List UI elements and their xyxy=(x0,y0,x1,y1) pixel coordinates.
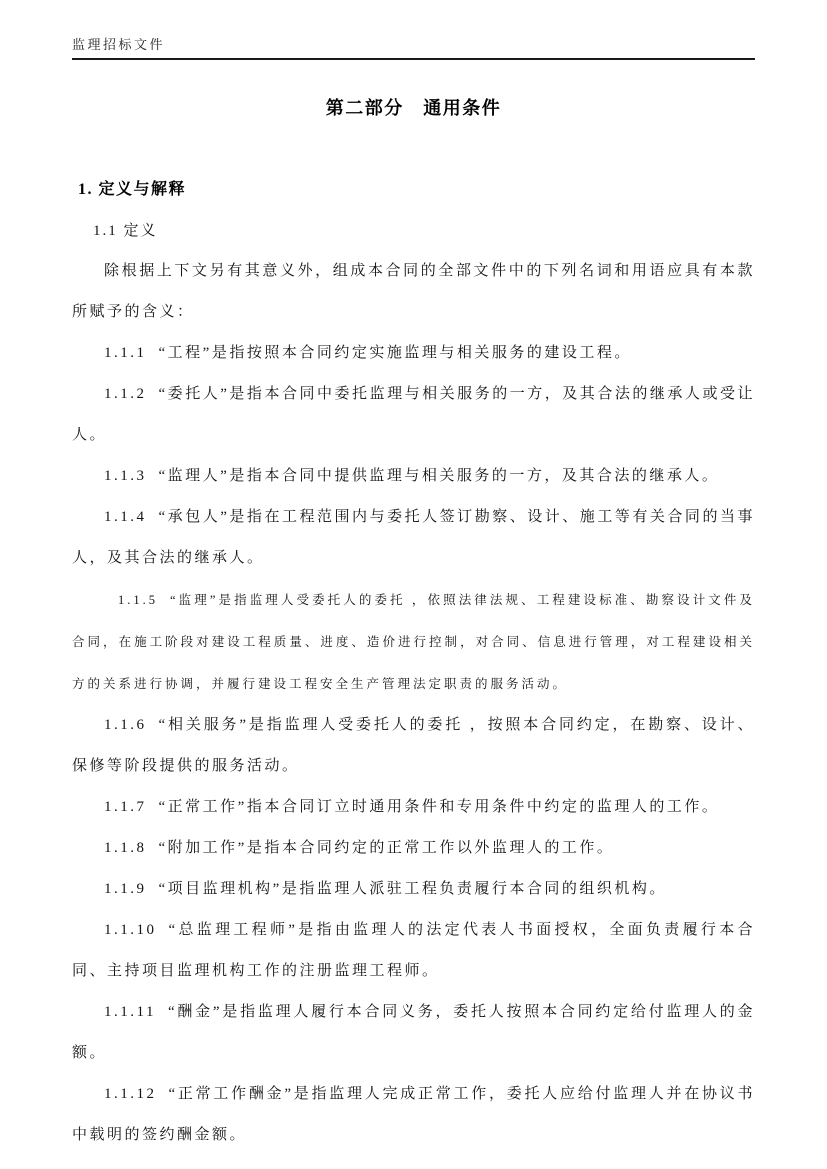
clause-text: “正常工作”指本合同订立时通用条件和专用条件中约定的监理人的工作。 xyxy=(158,799,720,815)
clause-text: “委托人”是指本合同中委托监理与相关服务的一方，及其合法的继承人或受让人。 xyxy=(72,386,755,443)
clause-text: “总监理工程师”是指由监理人的法定代表人书面授权，全面负责履行本合同、主持项目监理机构工作的注册监理工程师。 xyxy=(72,922,755,979)
clause-number: 1.1.7 xyxy=(104,799,147,815)
clause-paragraph-1-1-3 xyxy=(72,456,755,497)
clause-number: 1.1.4 xyxy=(104,509,147,525)
intro-paragraph: 除根据上下文另有其意义外，组成本合同的全部文件中的下列名词和用语应具有本款所赋予的含义： xyxy=(72,263,755,320)
clause-number: 1.1.8 xyxy=(104,840,147,856)
clause-number: 1.1.1 xyxy=(104,345,147,361)
clause-number: 1.1.5 xyxy=(118,593,158,607)
clause-number: 1.1.11 xyxy=(104,1004,156,1020)
clause-paragraph-1-1-10 xyxy=(72,910,755,992)
clause-text: “附加工作”是指本合同约定的正常工作以外监理人的工作。 xyxy=(158,840,615,856)
clause-number: 1.1.9 xyxy=(104,881,147,897)
clause-text: “监理”是指监理人受委托人的委托 ，依照法律法规、工程建设标准、勘察设计文件及合同，在施工阶段对建设工程质量、进度、造价进行控制，对合同、信息进行管理，对工程建设相关方的关系进行协调，并履行建设工程安全生产管理法定职责的服务活动。 xyxy=(72,593,755,691)
clause-paragraph-1-1-9 xyxy=(72,869,755,910)
clause-number: 1.1.12 xyxy=(104,1086,157,1102)
clause-number: 1.1.6 xyxy=(104,717,147,733)
clause-text: “承包人”是指在工程范围内与委托人签订勘察、设计、施工等有关合同的当事人，及其合法的继承人。 xyxy=(72,509,755,566)
clause-number: 1.1.3 xyxy=(104,468,147,484)
clause-number: 1.1.10 xyxy=(104,922,157,938)
clause-paragraph-1-1-4 xyxy=(72,497,755,579)
clause-paragraph-1-1-8 xyxy=(72,828,755,869)
clause-paragraph-1-1-7 xyxy=(72,787,755,828)
clause-paragraph-1-1-11 xyxy=(72,992,755,1074)
clause-text: “监理人”是指本合同中提供监理与相关服务的一方，及其合法的继承人。 xyxy=(158,468,720,484)
clause-paragraph-1-1-6 xyxy=(72,705,755,787)
clause-paragraph-1-1-2 xyxy=(72,374,755,456)
section-heading: 1. 定义与解释 xyxy=(78,181,187,198)
header-text: 监理招标文件 xyxy=(72,37,166,52)
document-title: 第二部分 通用条件 xyxy=(325,98,502,118)
clause-paragraph-1-1-5 xyxy=(72,579,755,705)
clause-text: “正常工作酬金”是指监理人完成正常工作，委托人应给付监理人并在协议书中载明的签约酬金额。 xyxy=(72,1086,755,1143)
clause-paragraph-1-1-12 xyxy=(72,1074,755,1156)
clause-paragraph-1-1-1 xyxy=(72,333,755,374)
clause-text: “酬金”是指监理人履行本合同义务，委托人按照本合同约定给付监理人的金额。 xyxy=(72,1004,755,1061)
clause-text: “相关服务”是指监理人受委托人的委托 ，按照本合同约定，在勘察、设计、保修等阶段提供的服务活动。 xyxy=(72,717,755,774)
clause-text: “工程”是指按照本合同约定实施监理与相关服务的建设工程。 xyxy=(158,345,632,361)
page-header xyxy=(72,0,755,60)
clause-text: “项目监理机构”是指监理人派驻工程负责履行本合同的组织机构。 xyxy=(158,881,667,897)
subsection-heading: 1.1 定义 xyxy=(93,223,158,239)
clause-number: 1.1.2 xyxy=(104,386,147,402)
